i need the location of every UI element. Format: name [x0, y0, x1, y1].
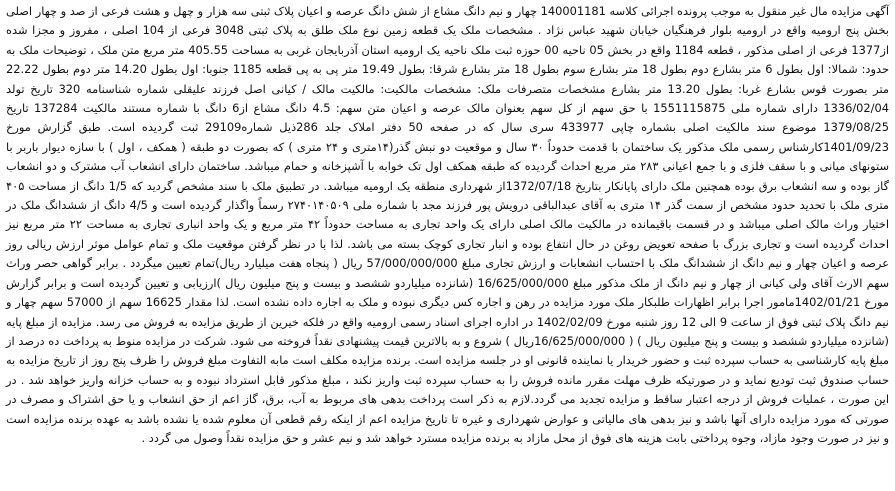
auction-notice-text: آگهی مزایده مال غیر منقول به موجب پرونده اجرائی کلاسه 140001181 چهار و نیم دانگ مشاع از شش دانگ عرصه و اعیان پلاک ثبتی سه هزار و چهل و هشت فرعی از صد و چهار اصلی بخش پنج ارومیه واقع در ارومیه بلوار فرهنگیان خیابان شهید عباس نژاد . مشخصات ملک یک قطعه زمین نوع ملک طلق به پلاک ثبتی 3048 فرعی از 104 اصلی ، مفروز و مجزا شده از1377 فرعی از اصلی مذکور ، قطعه 1184 واقع در بخش 05 ناحیه 00 حوزه ثبت ملک ناحیه یک ارومیه استان آذربایجان غربی به مساحت 405.55 متر مربع متن ملک ، توضیحات ملک به حدود: شمالا: اول بطول 6 متر بشارع دوم بطول 18 متر بشارع سوم بطول 18 متر بشارع شرقا: بطول 19.49 متر پی به پی قطعه 1185 جنوبا: اول بطول 14.20 متر دوم بطول 22.22 متر بصورت قوس بشارع غربا: بطول 13.20 متر بشارع مشخصات متصرفات ملک: مشخصات مالکیت: مالکیت مالک / کیانی اصل فرزند علیقلی شماره شناسنامه 320 تاریخ تولد 1336/02/04 دارای شماره ملی 1551115875 با حق سهم از کل سهم بعنوان مالک عرصه و اعیان متن سهم: 4.5 دانگ مشاع از6 دانگ با شماره مستند مالکیت 137284 تاریخ 1379/08/25 موضوع سند مالکیت اصلی بشماره چاپی 433977 سری سال که در صفحه 50 دفتر املاک جلد 286ذیل شماره29109 ثبت گردیده است. طبق گزارش مورخ 1401/09/23کارشناس رسمی ملک مذکور یک ساختمان با قدمت حدوداً ۳۰ سال و موقعیت دو نبش گذر(۱۴متری و ۲۴ متری ) که بصورت دو طبقه ( همکف ، اول ) با سازه دیوار باربر با ستونهای میانی و با سقف فلزی و با جمع اعیانی ۲۸۳ متر مربع احداث گردیده که طبقه همکف اول تک خوابه با آشپزخانه و حمام میباشد. ساختمان دارای انشعاب آب مشترک و دو انشعاب گاز بوده و سه انشعاب برق بوده همچنین ملک دارای پایانکار بتاریخ 1372/07/18از شهرداری منطقه یک ارومیه میباشد. در تطبیق ملک با سند مشخص گردید که 1/5 دانگ از مساحت ۴۰۵ متری ملک با تحدید حدود مشخص از سمت گذر ۱۴ متری به آقای عبدالباقی درویش پور فرزند مجد با شماره ملی ۲۷۴۰۱۴۰۵۰۹ رسماً واگذار گردیده است و 4/5 دانگ از ششدانگ ملک در اختیار وراث مالک اصلی میباشد و در قسمت باقیمانده در مالکیت مالک اصلی دارای یک واحد تجاری به مساحت حدوداً ۴۲ متر مربع و یک واحد انباری تجاری به مساحت ۲۲ متر مربع نیز احداث گردیده است و تجاری بزرگ با صفحه تعویض روغن در حال انتفاع بوده و انبار تجاری کوچک بسته می باشد. لذا با در نظر گرفتن موقعیت ملک و تمام عوامل موثر ارزش ریالی روز عرصه و اعیان چهار و نیم دانگ از ششدانگ ملک با احتساب انشعابات و ارزش تجاری مبلغ 57/000/000/000 ریال ( پنجاه هفت میلیارد ریال)تمام تعیین میگردد . برابر گواهی حصر وراث سهم الارث آقای ولی کیانی از چهار و نیم دانگ از ملک مذکور مبلغ 16/625/000/000 (شانزده میلیاردو ششصد و بیست و پنج میلیون ریال )ارزیابی و تعیین گردیده است و برابر گزارش مورخ 1402/01/21مامور اجرا برابر اظهارات طلبکار ملک مورد مزایده در رهن و اجاره کس دیگری نبوده و ملک به اجاره داده نشده است. لذا مقدار 16625 سهم از 57000 سهم چهار و نیم دانگ پلاک ثبتی فوق از ساعت 9 الی 12 روز شنبه مورخ 1402/02/09 در اداره اجرای اسناد رسمی ارومیه واقع در فلکه خیرین از طریق مزایده به فروش می رسد. مزایده از مبلغ پایه (شانزده میلیاردو ششصد و بیست و پنج میلیون ریال ) ( 16/625/000/000ریال ) شروع و به بالاترین قیمت پیشنهادی نقداً فروخته می شود. شرکت در مزایده منوط به پرداخت ده درصد از مبلغ پایه کارشناسی به حساب سپرده ثبت و حضور خریدار یا نماینده قانونی او در جلسه مزایده است. برنده مزایده مکلف است مابه التفاوت مبلغ فروش را ظرف پنج روز از تاریخ مزایده به حساب صندوق ثبت تودیع نماید و در صورتیکه ظرف مهلت مقرر مانده فروش را به حساب سپرده ثبت واریز نکند ، مبلغ مذکور قابل استرداد نبوده و به حساب خزانه واریز خواهد شد . در این صورت ، عملیات فروش از درجه اعتبار ساقط و مزایده تجدید می گردد.لازم به ذکر است پرداخت بدهی های مربوط به آب، برق، گاز اعم از حق انشعاب و یا حق اشتراک و مصرف در صورتی که مورد مزایده دارای آنها باشد و نیز بدهی های مالیاتی و عوارض شهرداری و غیره تا تاریخ مزایده اعم از اینکه رقم قطعی آن معلوم شده یا نشده باشد به عهده برنده مزایده است و نیز در صورت وجود مازاد، وجوه پرداختی بابت هزینه های فوق از محل مازاد به برنده مزایده مسترد خواهد شد و نیم عشر و حق مزایده نقداً وصول می گردد .	[6, 4, 890, 445]
